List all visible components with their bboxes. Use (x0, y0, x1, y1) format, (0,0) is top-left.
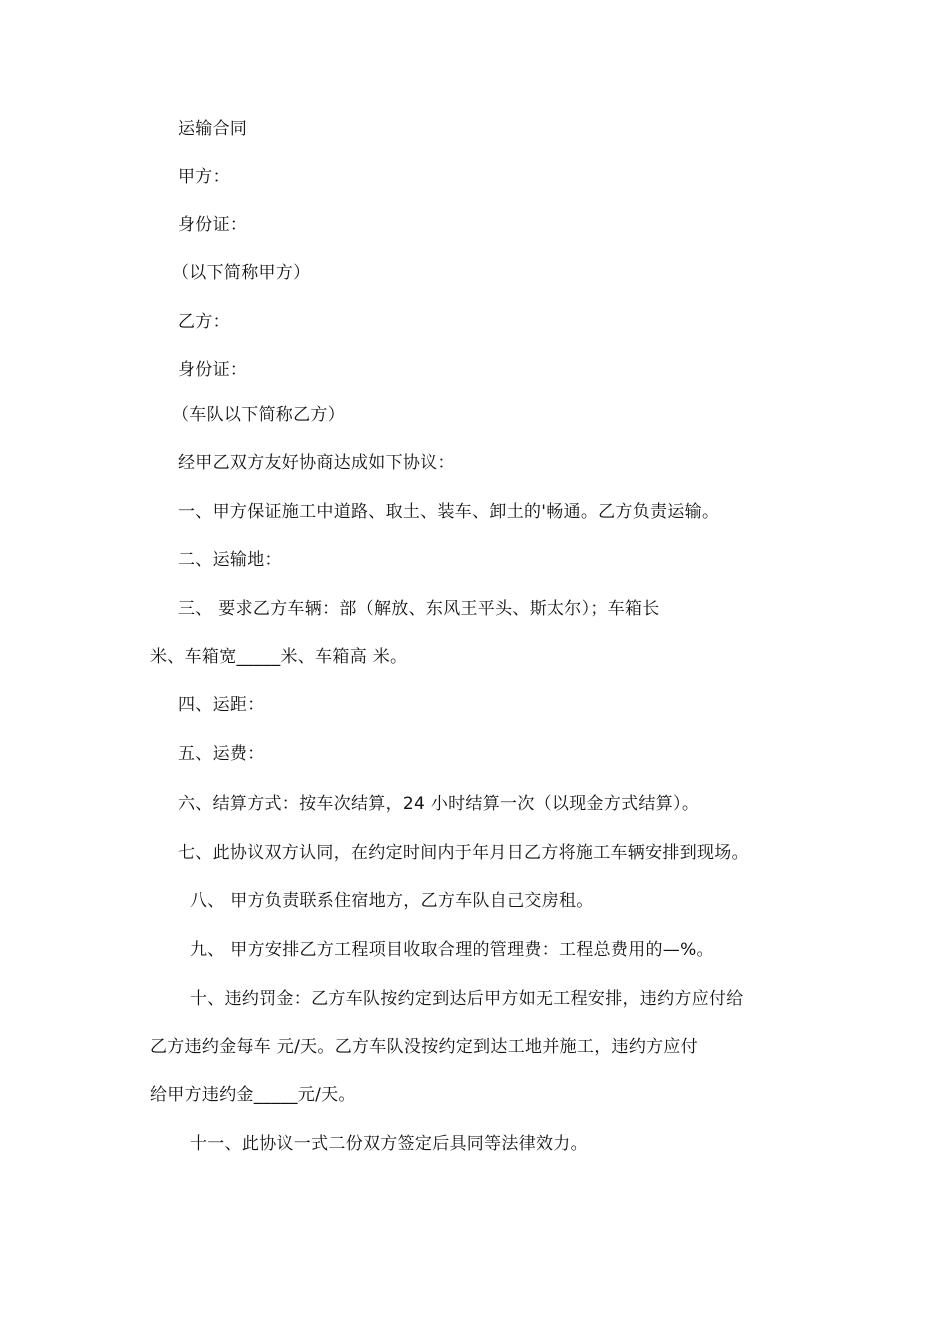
clause-line: 一、甲方保证施工中道路、取土、装车、卸土的'畅通。乙方负责运输。 (178, 502, 720, 522)
party-b-id-label: 身份证： (178, 360, 248, 380)
clause-line: 三、 要求乙方车辆：部（解放、东风王平头、斯太尔）；车箱长 (178, 599, 660, 619)
party-a-id-label: 身份证： (178, 215, 248, 235)
clause-line: 十一、此协议一式二份双方签定后具同等法律效力。 (190, 1134, 588, 1154)
clause-line: 六、结算方式：按车次结算，24 小时结算一次（以现金方式结算）。 (178, 794, 700, 814)
party-b-label: 乙方： (178, 312, 230, 332)
party-b-alias: （车队以下简称乙方） (172, 405, 345, 425)
clause-line: 米、车箱宽_____米、车箱高 米。 (150, 647, 408, 667)
clause-line: 二、运输地： (178, 550, 282, 570)
party-a-label: 甲方： (178, 167, 230, 187)
clause-line: 给甲方违约金_____元/天。 (150, 1085, 356, 1105)
clause-line: 八、 甲方负责联系住宿地方，乙方车队自己交房租。 (190, 891, 594, 911)
agreement-intro: 经甲乙双方友好协商达成如下协议： (178, 453, 455, 473)
clause-line: 七、此协议双方认同，在约定时间内于年月日乙方将施工车辆安排到现场。 (178, 843, 749, 863)
document-title: 运输合同 (178, 119, 248, 139)
party-a-alias: （以下简称甲方） (172, 263, 311, 283)
clause-line: 十、违约罚金：乙方车队按约定到达后甲方如无工程安排，违约方应付给 (190, 989, 744, 1009)
clause-line: 四、运距： (178, 695, 265, 715)
clause-line: 乙方违约金每车 元/天。乙方车队没按约定到达工地并施工，违约方应付 (150, 1037, 699, 1057)
clause-line: 五、运费： (178, 744, 265, 764)
clause-line: 九、 甲方安排乙方工程项目收取合理的管理费：工程总费用的—%。 (190, 940, 714, 960)
